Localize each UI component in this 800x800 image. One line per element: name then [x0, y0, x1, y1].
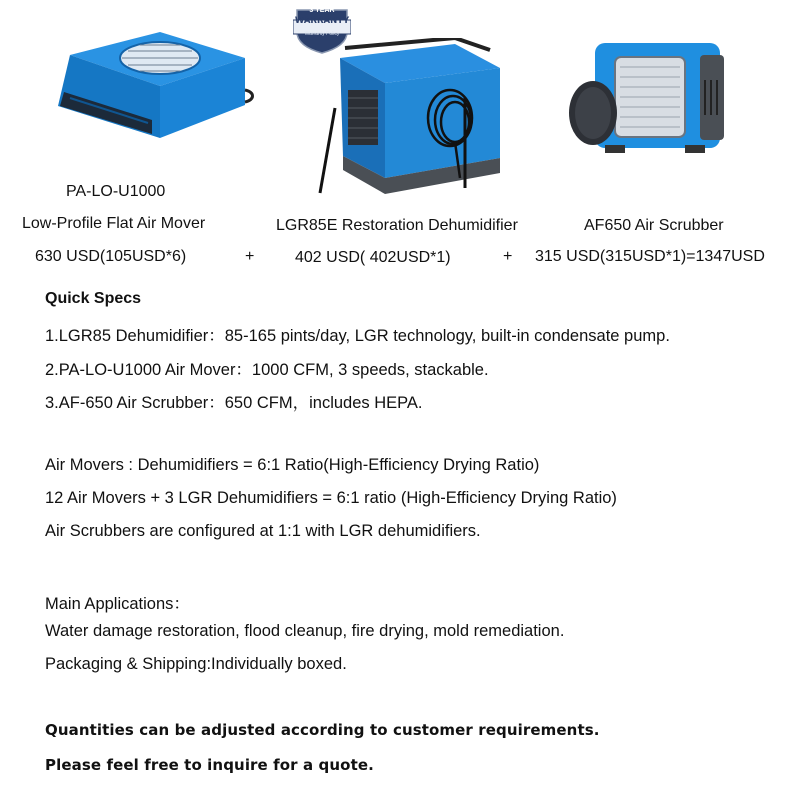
plus-sign-2: +: [503, 248, 513, 265]
ratio-line-3: Air Scrubbers are configured at 1:1 with LGR dehumidifiers.: [45, 522, 481, 540]
badge-text-main: WARRANTY: [294, 16, 350, 26]
product-3-name: AF650 Air Scrubber: [584, 217, 724, 234]
product-3-price-total: 315 USD(315USD*1)=1347USD: [535, 248, 765, 265]
applications-title: Main Applications：: [45, 595, 190, 613]
badge-text-top: 3 YEAR: [309, 7, 335, 14]
dehumidifier-image: [315, 38, 515, 198]
product-2-price: 402 USD( 402USD*1): [295, 249, 451, 266]
quick-specs-title: Quick Specs: [45, 290, 142, 307]
quantity-note: Quantities can be adjusted according to customer requirements.: [45, 721, 600, 739]
spec-item-2: 2.PA-LO-U1000 Air Mover：1000 CFM, 3 speeds, stackable.: [45, 361, 489, 379]
air-mover-image: [40, 20, 260, 160]
ratio-line-2: 12 Air Movers + 3 LGR Dehumidifiers = 6:1 ratio (High-Efficiency Drying Ratio): [45, 489, 617, 507]
product-1-subtitle: Low-Profile Flat Air Mover: [22, 215, 206, 232]
applications-text: Water damage restoration, flood cleanup, fire drying, mold remediation.: [45, 622, 565, 640]
packaging-text: Packaging & Shipping:Individually boxed.: [45, 655, 347, 673]
spec-item-1: 1.LGR85 Dehumidifier：85-165 pints/day, LGR technology, built-in condensate pump.: [45, 327, 670, 345]
product-1-name: PA-LO-U1000: [66, 183, 166, 200]
ratio-line-1: Air Movers : Dehumidifiers = 6:1 Ratio(High-Efficiency Drying Ratio): [45, 456, 540, 474]
spec-item-3: 3.AF-650 Air Scrubber：650 CFM，includes HEPA.: [45, 394, 423, 412]
plus-sign-1: +: [245, 248, 255, 265]
product-2-name: LGR85E Restoration Dehumidifier: [276, 217, 518, 234]
air-scrubber-image: [565, 35, 735, 165]
badge-text-small: Warranty Policy: [304, 31, 340, 37]
product-1-price: 630 USD(105USD*6): [35, 248, 187, 265]
inquire-note: Please feel free to inquire for a quote.: [45, 756, 374, 774]
